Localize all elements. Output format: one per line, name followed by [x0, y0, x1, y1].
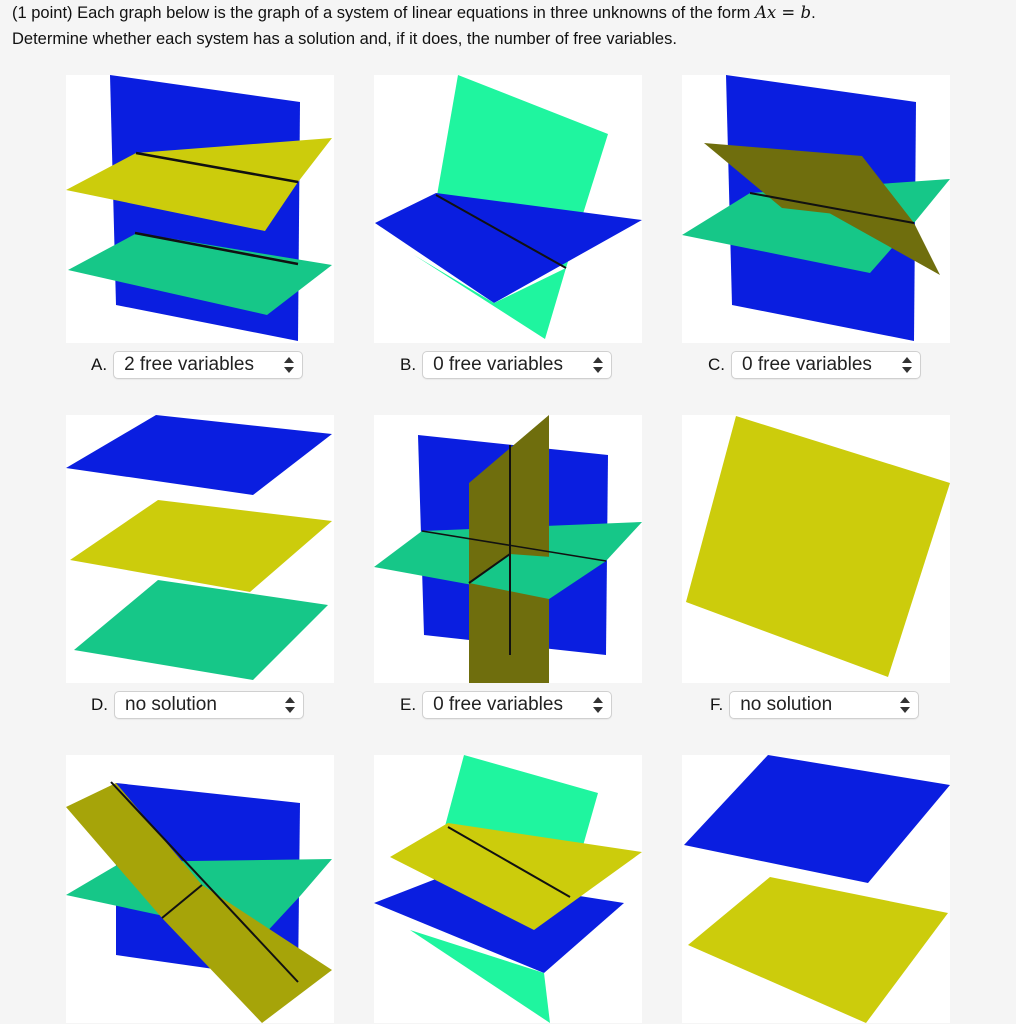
answer-f-value: no solution	[740, 694, 833, 715]
answer-c-label: C.	[708, 355, 725, 374]
answer-e-control	[400, 690, 612, 720]
answer-b-label: B.	[400, 355, 417, 374]
graph-e	[374, 415, 642, 683]
answer-b-value: 0 free variables	[433, 354, 563, 375]
answer-d-value: no solution	[125, 694, 217, 715]
answer-d-control	[91, 690, 304, 720]
graph-b	[374, 75, 642, 343]
graph-a	[66, 75, 334, 343]
answer-f-select[interactable]	[729, 691, 919, 719]
question-text: (1 point) Each graph below is the graph of a system of linear equations in three unknowns of the form Ax = b. Determine whether each system has a solution and, if it does, the number of free variables.	[12, 3, 816, 48]
graph-g	[66, 755, 334, 1023]
math-expression: Ax = b	[754, 3, 812, 22]
question-line2: Determine whether each system has a solution and, if it does, the number of free variables.	[12, 30, 677, 48]
answer-f-label: F.	[710, 695, 724, 714]
question-prefix: (1 point) Each graph below is the graph of a system of linear equations in three unknowns of the form	[12, 4, 751, 22]
graph-d	[66, 415, 334, 683]
answer-e-label: E.	[400, 695, 417, 714]
answer-c-control	[708, 350, 921, 380]
answer-e-select[interactable]	[422, 691, 612, 719]
answer-b-select[interactable]	[422, 351, 612, 379]
answer-a-value: 2 free variables	[124, 354, 254, 375]
select-arrows-icon	[902, 356, 912, 374]
answer-d-label: D.	[91, 695, 108, 714]
answer-b-control	[400, 350, 612, 380]
graph-c	[682, 75, 950, 343]
answer-e-value: 0 free variables	[433, 694, 563, 715]
answer-c-select[interactable]	[731, 351, 921, 379]
answer-f-control	[710, 690, 919, 720]
answer-a-select[interactable]	[113, 351, 303, 379]
answer-a-label: A.	[91, 355, 108, 374]
select-arrows-icon	[285, 696, 295, 714]
select-arrows-icon	[900, 696, 910, 714]
answer-a-control	[91, 350, 303, 380]
select-arrows-icon	[593, 696, 603, 714]
select-arrows-icon	[593, 356, 603, 374]
graph-f	[682, 415, 950, 683]
graph-h	[374, 755, 642, 1023]
graph-i	[682, 755, 950, 1023]
select-arrows-icon	[284, 356, 294, 374]
answer-c-value: 0 free variables	[742, 354, 872, 375]
answer-d-select[interactable]	[114, 691, 304, 719]
